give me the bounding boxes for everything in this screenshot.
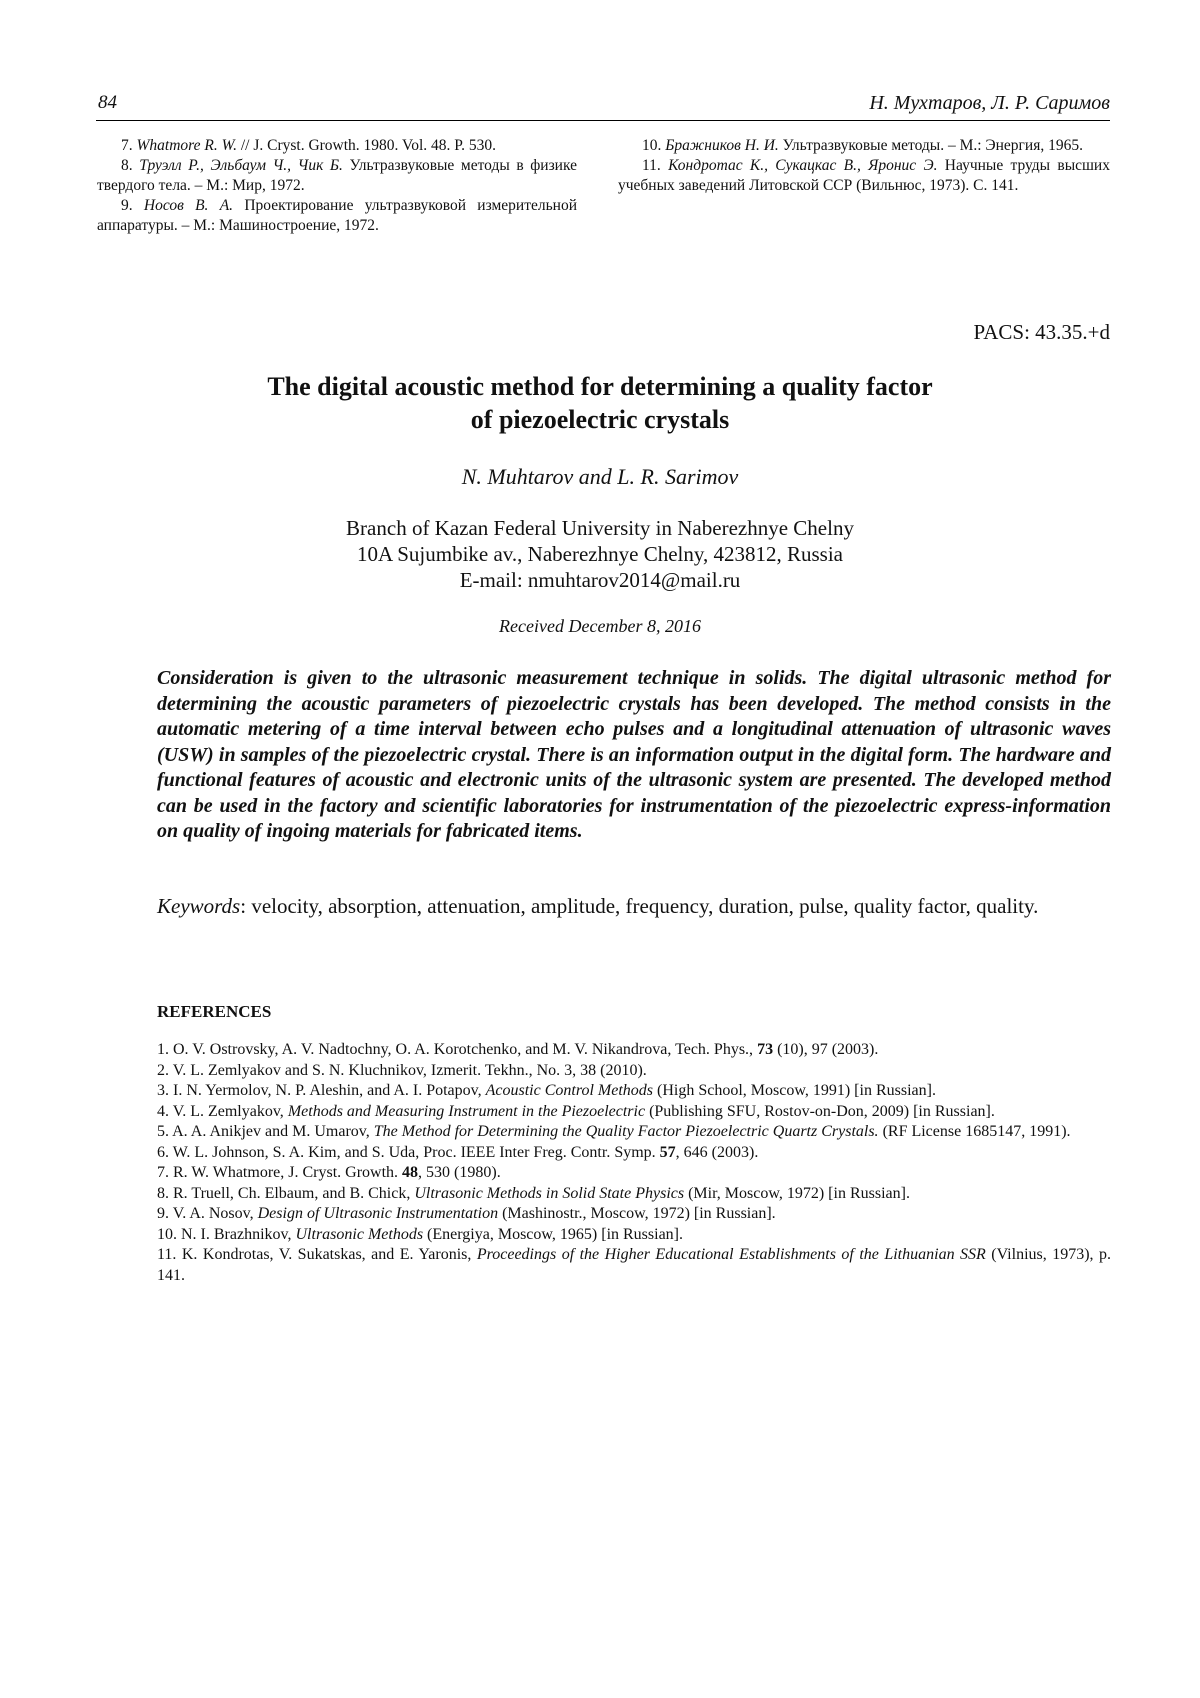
reference-item: 10. N. I. Brazhnikov, Ultrasonic Methods (Energiya, Moscow, 1965) [in Russian]. <box>157 1225 1111 1246</box>
top-ref-item: 9. Носов В. А. Проектирование ультразвуковой измерительной аппаратуры. – М.: Машиностроение, 1972. <box>97 196 577 236</box>
reference-item: 11. K. Kondrotas, V. Sukatskas, and E. Yaronis, Proceedings of the Higher Educational Establishments of the Lithuanian SSR (Vilnius, 1973), p. 141. <box>157 1245 1111 1286</box>
top-references-right <box>618 136 1110 196</box>
title-line: of piezoelectric crystals <box>150 403 1050 436</box>
affiliation-line: 10A Sujumbike av., Naberezhnye Chelny, 423812, Russia <box>150 541 1050 567</box>
abstract: Consideration is given to the ultrasonic measurement technique in solids. The digital ultrasonic method for determining the acoustic parameters of piezoelectric crystals has been developed. The method consists in the automatic metering of a time interval between echo pulses and a longitudinal attenuation of ultrasonic waves (USW) in samples of the piezoelectric crystal. There is an information output in the digital form. The hardware and functional features of acoustic and electronic units of the ultrasonic system are presented. The developed method can be used in the factory and scientific laboratories for instrumentation of the piezoelectric express-information on quality of ingoing materials for fabricated items. <box>157 666 1111 845</box>
title-line: The digital acoustic method for determining a quality factor <box>150 370 1050 403</box>
reference-item: 4. V. L. Zemlyakov, Methods and Measuring Instrument in the Piezoelectric (Publishing SFU, Rostov-on-Don, 2009) [in Russian]. <box>157 1102 1111 1123</box>
keywords-label: Keywords <box>157 894 240 918</box>
references-heading: REFERENCES <box>157 1002 271 1022</box>
running-head: Н. Мухтаров, Л. Р. Саримов <box>869 92 1110 115</box>
pacs-code: PACS: 43.35.+d <box>973 320 1110 345</box>
paper-title <box>150 370 1050 436</box>
received-date: Received December 8, 2016 <box>150 616 1050 637</box>
reference-item: 1. O. V. Ostrovsky, A. V. Nadtochny, O. A. Korotchenko, and M. V. Nikandrova, Tech. Phys., 73 (10), 97 (2003). <box>157 1040 1111 1061</box>
reference-item: 2. V. L. Zemlyakov and S. N. Kluchnikov, Izmerit. Tekhn., No. 3, 38 (2010). <box>157 1061 1111 1082</box>
reference-item: 8. R. Truell, Ch. Elbaum, and B. Chick, Ultrasonic Methods in Solid State Physics (Mir, Moscow, 1972) [in Russian]. <box>157 1184 1111 1205</box>
reference-item: 9. V. A. Nosov, Design of Ultrasonic Instrumentation (Mashinostr., Moscow, 1972) [in Russian]. <box>157 1204 1111 1225</box>
top-ref-item: 11. Кондротас К., Сукацкас В., Яронис Э. Научные труды высших учебных заведений Литовской ССР (Вильнюс, 1973). С. 141. <box>618 156 1110 196</box>
top-ref-item: 8. Труэлл Р., Эльбаум Ч., Чик Б. Ультразвуковые методы в физике твердого тела. – М.: Мир, 1972. <box>97 156 577 196</box>
affiliation-line: Branch of Kazan Federal University in Naberezhnye Chelny <box>150 515 1050 541</box>
references-list <box>157 1040 1111 1286</box>
email: E-mail: nmuhtarov2014@mail.ru <box>150 567 1050 593</box>
authors: N. Muhtarov and L. R. Sarimov <box>150 464 1050 490</box>
reference-item: 3. I. N. Yermolov, N. P. Aleshin, and A. I. Potapov, Acoustic Control Methods (High School, Moscow, 1991) [in Russian]. <box>157 1081 1111 1102</box>
reference-item: 7. R. W. Whatmore, J. Cryst. Growth. 48, 530 (1980). <box>157 1163 1111 1184</box>
affiliation <box>150 515 1050 593</box>
page-header <box>96 92 1110 121</box>
keywords-text: : velocity, absorption, attenuation, amplitude, frequency, duration, pulse, quality factor, quality. <box>240 894 1038 918</box>
top-ref-item: 10. Бражников Н. И. Ультразвуковые методы. – М.: Энергия, 1965. <box>618 136 1110 156</box>
reference-item: 5. A. A. Anikjev and M. Umarov, The Method for Determining the Quality Factor Piezoelectric Quartz Crystals. (RF License 1685147, 1991). <box>157 1122 1111 1143</box>
reference-item: 6. W. L. Johnson, S. A. Kim, and S. Uda, Proc. IEEE Inter Freg. Contr. Symp. 57, 646 (2003). <box>157 1143 1111 1164</box>
page-number: 84 <box>98 92 117 114</box>
keywords <box>157 894 1117 919</box>
top-references-left <box>97 136 577 236</box>
top-ref-item: 7. Whatmore R. W. // J. Cryst. Growth. 1980. Vol. 48. P. 530. <box>97 136 577 156</box>
